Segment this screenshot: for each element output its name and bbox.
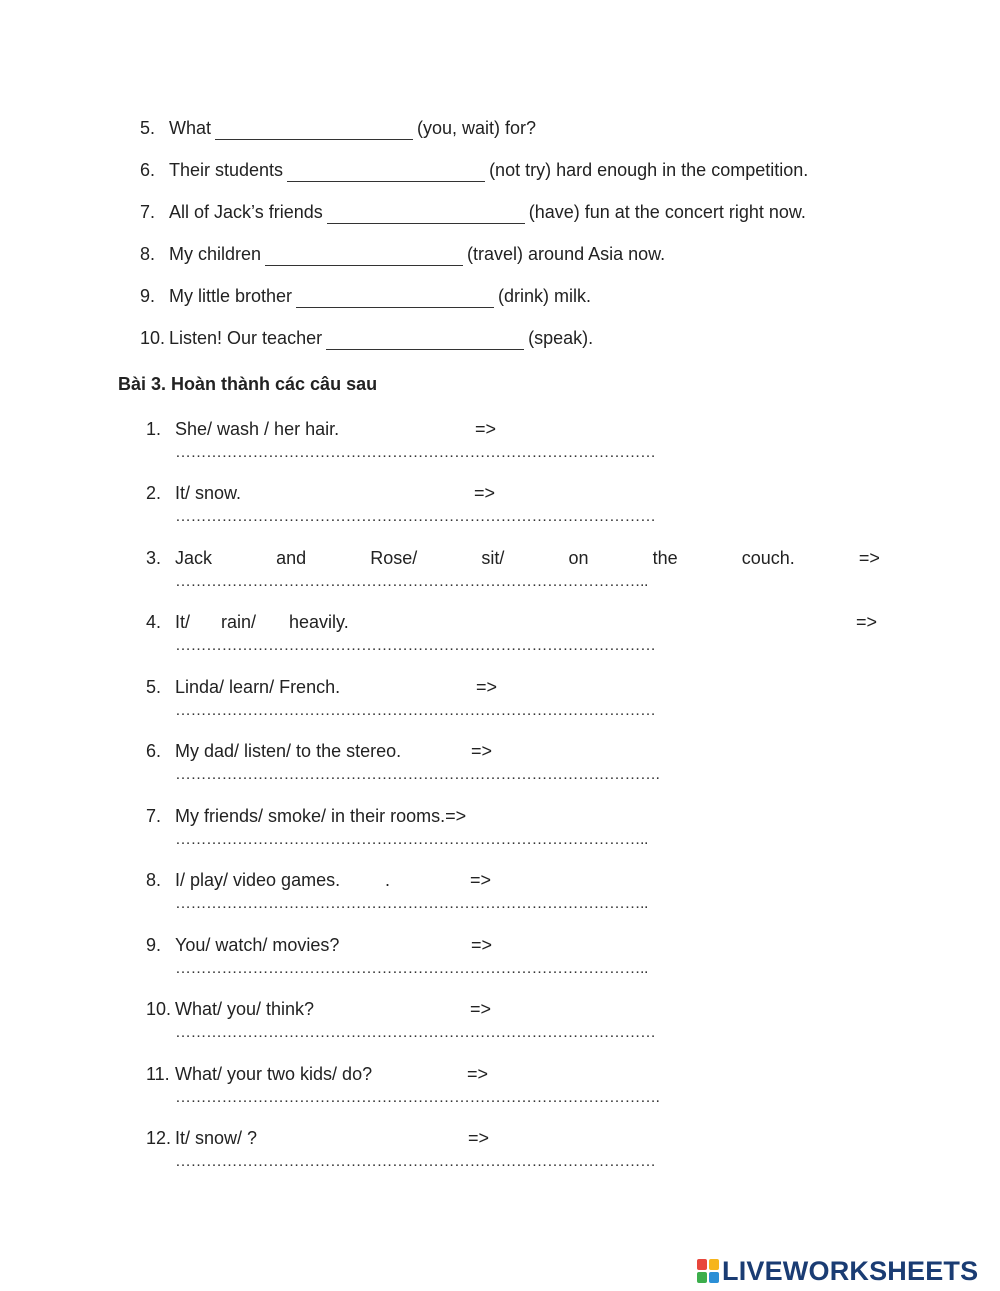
dotted-answer-line: ……………………………………………………………………………….. <box>175 960 648 977</box>
dotted-answer-line: …………………………………………………………………………………. <box>175 1089 660 1106</box>
arrow-icon: => <box>476 677 498 697</box>
prompt-text: It/ snow. <box>175 483 242 503</box>
ex3-item <box>146 740 880 783</box>
arrow-icon: => <box>475 419 497 439</box>
logo-block <box>709 1272 719 1283</box>
item-number: 6. <box>146 741 162 761</box>
item-number: 2. <box>146 483 162 503</box>
logo-block <box>697 1259 707 1270</box>
blank-input[interactable] <box>296 289 494 308</box>
item-number: 10. <box>146 999 172 1019</box>
ex2-item <box>140 243 665 266</box>
arrow-icon: => <box>858 548 880 568</box>
sentence-start: My little brother <box>169 286 293 306</box>
answer-input[interactable] <box>175 764 735 786</box>
item-number: 9. <box>140 286 156 306</box>
sentence-start: All of Jack’s friends <box>169 202 323 222</box>
prompt-text: Linda/ learn/ French. <box>175 677 341 697</box>
ex3-item <box>146 611 880 654</box>
ex3-item <box>146 1127 880 1170</box>
prompt-text: My friends/ smoke/ in their rooms.=> <box>175 806 467 826</box>
sentence-start: What <box>169 118 212 138</box>
item-number: 3. <box>146 548 162 568</box>
answer-input[interactable] <box>175 958 735 980</box>
prompt-word: and <box>276 548 307 568</box>
sentence-end: (not try) hard enough in the competition. <box>489 160 809 180</box>
dotted-answer-line: ……………………………………………………………………………….. <box>175 895 648 912</box>
dotted-answer-line: ………………………………………………………………………………… <box>175 637 656 654</box>
prompt-word: on <box>568 548 589 568</box>
prompt-word: couch. <box>741 548 795 568</box>
arrow-icon: => <box>474 483 496 503</box>
answer-input[interactable] <box>175 1087 735 1109</box>
answer-input[interactable] <box>175 442 735 464</box>
item-number: 5. <box>140 118 156 138</box>
ex3-item <box>146 998 880 1041</box>
sentence-end: (you, wait) for? <box>417 118 537 138</box>
ex3-item <box>146 676 880 719</box>
arrow-icon: => <box>468 1128 490 1148</box>
ex2-item <box>140 285 591 308</box>
blank-input[interactable] <box>215 121 413 140</box>
ex3-item <box>146 482 880 525</box>
blank-input[interactable] <box>287 163 485 182</box>
ex2-item <box>140 201 806 224</box>
arrow-icon: => <box>467 1064 489 1084</box>
answer-input[interactable] <box>175 1151 735 1173</box>
answer-input[interactable] <box>175 1022 735 1044</box>
sentence-end: (have) fun at the concert right now. <box>528 202 806 222</box>
prompt-word: the <box>652 548 678 568</box>
ex2-item <box>140 159 808 182</box>
arrow-icon: => <box>470 999 492 1019</box>
prompt-word: It/ <box>175 612 191 632</box>
item-number: 7. <box>146 806 162 826</box>
dotted-answer-line: ……………………………………………………………………………….. <box>175 831 648 848</box>
dotted-answer-line: …………………………………………………………………………………. <box>175 766 660 783</box>
blank-input[interactable] <box>327 205 525 224</box>
dotted-answer-line: ……………………………………………………………………………….. <box>175 573 648 590</box>
item-number: 12. <box>146 1128 172 1148</box>
blank-input[interactable] <box>326 331 524 350</box>
prompt-text: What/ you/ think? <box>175 999 315 1019</box>
sentence-end: (speak). <box>528 328 594 348</box>
sentence-start: Their students <box>169 160 284 180</box>
arrow-icon: => <box>856 612 878 632</box>
dotted-answer-line: ………………………………………………………………………………… <box>175 1024 656 1041</box>
answer-input[interactable] <box>175 635 735 657</box>
sentence-end: (drink) milk. <box>498 286 592 306</box>
answer-input[interactable] <box>175 829 735 851</box>
item-number: 6. <box>140 160 156 180</box>
item-number: 8. <box>146 870 162 890</box>
prompt-text: My dad/ listen/ to the stereo. <box>175 741 402 761</box>
liveworksheets-logo <box>697 1257 978 1285</box>
prompt-word: rain/ <box>221 612 257 632</box>
logo-text: LIVEWORKSHEETS <box>722 1255 979 1286</box>
answer-input[interactable] <box>175 893 735 915</box>
item-number: 11. <box>146 1064 170 1084</box>
sentence-start: My children <box>169 244 262 264</box>
ex3-item <box>146 547 880 590</box>
dotted-answer-line: ………………………………………………………………………………… <box>175 702 656 719</box>
item-number: 4. <box>146 612 162 632</box>
dotted-answer-line: ………………………………………………………………………………… <box>175 508 656 525</box>
exercise-3-heading: Bài 3. Hoàn thành các câu sau <box>118 374 378 394</box>
justified-prompt <box>175 547 880 569</box>
dotted-answer-line: ………………………………………………………………………………… <box>175 1153 656 1170</box>
blank-input[interactable] <box>265 247 463 266</box>
liveworksheets-logo-icon <box>697 1259 719 1283</box>
sentence-end: (travel) around Asia now. <box>467 244 666 264</box>
dotted-answer-line: ………………………………………………………………………………… <box>175 444 656 461</box>
sentence-start: Listen! Our teacher <box>169 328 323 348</box>
item-number: 5. <box>146 677 162 697</box>
prompt-text: What/ your two kids/ do? <box>175 1064 373 1084</box>
item-number: 7. <box>140 202 156 222</box>
ex3-item <box>146 934 880 977</box>
item-number: 9. <box>146 935 162 955</box>
logo-block <box>697 1272 707 1283</box>
logo-block <box>709 1259 719 1270</box>
answer-input[interactable] <box>175 506 735 528</box>
prompt-text: It/ snow/ ? <box>175 1128 258 1148</box>
prompt-text: I/ play/ video games. <box>175 870 341 890</box>
answer-input[interactable] <box>175 700 735 722</box>
ex3-item <box>146 418 880 461</box>
prompt-word: Rose/ <box>370 548 418 568</box>
ex3-item <box>146 1063 880 1106</box>
ex3-item <box>146 805 880 848</box>
prompt-word: sit/ <box>481 548 505 568</box>
item-number: 10. <box>140 328 166 348</box>
prompt-text: You/ watch/ movies? <box>175 935 340 955</box>
arrow-icon: => <box>471 741 493 761</box>
item-number: 8. <box>140 244 156 264</box>
prompt-word: Jack <box>175 548 213 568</box>
ex3-item <box>146 869 880 912</box>
prompt-word: heavily. <box>289 612 349 632</box>
stray-period: . <box>385 870 391 890</box>
item-number: 1. <box>146 419 162 439</box>
arrow-icon: => <box>471 935 493 955</box>
ex2-item <box>140 327 593 350</box>
ex2-item <box>140 117 536 140</box>
answer-input[interactable] <box>175 571 735 593</box>
prompt-text: She/ wash / her hair. <box>175 419 340 439</box>
arrow-icon: => <box>470 870 492 890</box>
